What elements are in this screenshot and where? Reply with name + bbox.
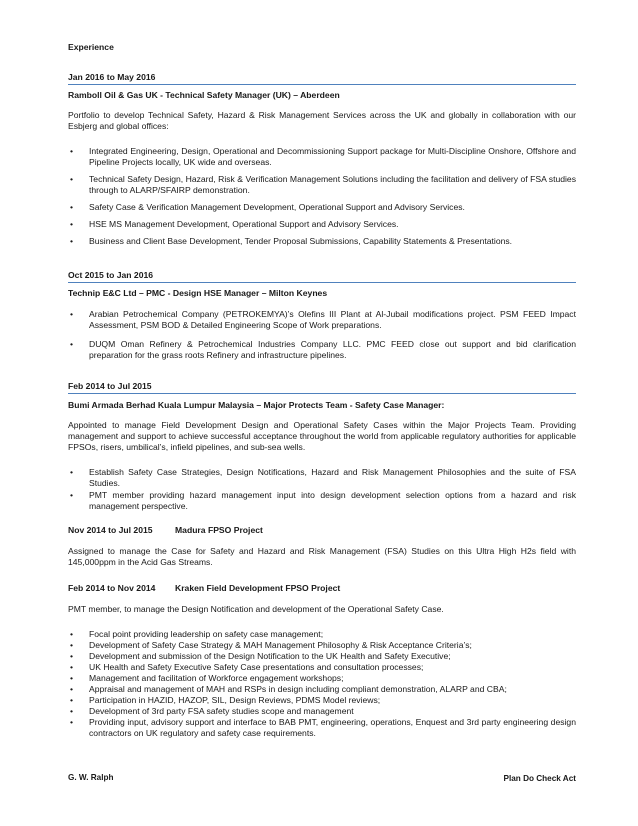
bullet-icon: • [70, 339, 74, 349]
bullet-text: Technical Safety Design, Hazard, Risk & Verification Management Solutions including the facilitation and delivery of FSA studies through to ALARP/SFAIRP demonstration. [89, 174, 576, 195]
bullet-text: Participation in HAZID, HAZOP, SIL, Design Reviews, PDMS Model reviews; [89, 695, 381, 705]
job-title: Bumi Armada Berhad Kuala Lumpur Malaysia – Major Protects Team - Safety Case Manager: [68, 400, 445, 410]
bullet-text: Establish Safety Case Strategies, Design Notifications, Hazard and Risk Management Philosophies and the suite of FSA Studies. [89, 467, 576, 488]
project-date: Feb 2014 to Nov 2014 [68, 583, 156, 593]
bullet-item [68, 651, 576, 662]
bullet-item [68, 236, 576, 247]
footer-author: G. W. Ralph [68, 773, 114, 782]
bullet-icon: • [70, 467, 74, 477]
bullet-text: Development and submission of the Design Notification to the UK Health and Safety Executive; [89, 651, 451, 661]
section-divider [68, 282, 576, 283]
project-description: Assigned to manage the Case for Safety and Hazard and Risk Management (FSA) Studies on this Ultra High H2s field with 145,000ppm in the Acid Gas Streams. [68, 546, 576, 567]
section-divider [68, 393, 576, 394]
bullet-text: PMT member providing hazard management input into design development selection options from a hazard and risk management perspective. [89, 490, 576, 511]
bullet-item [68, 174, 576, 196]
bullet-item [68, 490, 576, 512]
project-date: Nov 2014 to Jul 2015 [68, 525, 153, 535]
bullet-icon: • [70, 695, 74, 705]
bullet-icon: • [70, 174, 74, 184]
bullet-icon: • [70, 717, 74, 727]
project-description: PMT member, to manage the Design Notification and development of the Operational Safety Case. [68, 604, 444, 614]
bullet-text: Appraisal and management of MAH and RSPs in design including compliant demonstration, ALARP and CBA; [89, 684, 507, 694]
footer-motto: Plan Do Check Act [503, 774, 576, 783]
job-title: Ramboll Oil & Gas UK - Technical Safety Manager (UK) – Aberdeen [68, 90, 340, 100]
bullet-text: Development of Safety Case Strategy & MAH Management Philosophy & Risk Acceptance Criteria’s; [89, 640, 472, 650]
bullet-item [68, 684, 576, 695]
bullet-icon: • [70, 629, 74, 639]
bullet-item [68, 717, 576, 739]
job-intro: Portfolio to develop Technical Safety, Hazard & Risk Management Services across the UK and globally in collaboration with our Esbjerg and global offices: [68, 110, 576, 131]
bullet-text: HSE MS Management Development, Operational Support and Advisory Services. [89, 219, 399, 229]
bullet-text: Business and Client Base Development, Tender Proposal Submissions, Capability Statements & Presentations. [89, 236, 513, 246]
bullet-item [68, 146, 576, 168]
bullet-text: Arabian Petrochemical Company (PETROKEMYA)’s Olefins III Plant at Al-Jubail modifications project. PSM FEED Impact Assessment, PSM BOD & Detailed Engineering Scope of Work preparations. [89, 309, 576, 330]
bullet-icon: • [70, 219, 74, 229]
section-divider [68, 84, 576, 85]
bullet-text: UK Health and Safety Executive Safety Case presentations and consultation processes; [89, 662, 424, 672]
job-title: Technip E&C Ltd – PMC - Design HSE Manager – Milton Keynes [68, 288, 328, 298]
bullet-item [68, 629, 576, 640]
job-date: Feb 2014 to Jul 2015 [68, 381, 152, 391]
bullet-icon: • [70, 662, 74, 672]
bullet-item [68, 202, 576, 213]
bullet-item [68, 706, 576, 717]
project-header [68, 525, 263, 535]
bullet-item [68, 339, 576, 361]
bullet-item [68, 662, 576, 673]
project-bullet-list [68, 629, 576, 739]
bullet-icon: • [70, 640, 74, 650]
bullet-text: Providing input, advisory support and interface to BAB PMT, engineering, operations, Enquest and 3rd party engineering design contractors on UK regulatory and safety case requirements. [89, 717, 576, 738]
bullet-text: Safety Case & Verification Management Development, Operational Support and Advisory Services. [89, 202, 465, 212]
project-header [68, 583, 341, 593]
bullet-icon: • [70, 309, 74, 319]
project-name: Kraken Field Development FPSO Project [175, 583, 341, 593]
bullet-text: DUQM Oman Refinery & Petrochemical Industries Company LLC. PMC FEED close out support and bid clarification preparation for the grass roots Refinery and infrastructure pipelines. [89, 339, 576, 360]
bullet-text: Integrated Engineering, Design, Operational and Decommissioning Support package for Multi-Discipline Onshore, Offshore and Pipeline Projects locally, UK wide and overseas. [89, 146, 576, 167]
project-name: Madura FPSO Project [175, 525, 263, 535]
section-title: Experience [68, 42, 114, 52]
bullet-item [68, 673, 576, 684]
bullet-item [68, 695, 576, 706]
job-date: Jan 2016 to May 2016 [68, 72, 156, 82]
bullet-icon: • [70, 202, 74, 212]
bullet-icon: • [70, 684, 74, 694]
bullet-item [68, 309, 576, 331]
bullet-icon: • [70, 673, 74, 683]
bullet-text: Management and facilitation of Workforce engagement workshops; [89, 673, 344, 683]
job-bullet-list [68, 467, 576, 512]
bullet-icon: • [70, 706, 74, 716]
bullet-icon: • [70, 651, 74, 661]
job-bullet-list [68, 146, 576, 247]
bullet-icon: • [70, 146, 74, 156]
job-bullet-list [68, 309, 576, 361]
job-date: Oct 2015 to Jan 2016 [68, 270, 154, 280]
bullet-text: Focal point providing leadership on safety case management; [89, 629, 324, 639]
bullet-icon: • [70, 490, 74, 500]
bullet-icon: • [70, 236, 74, 246]
bullet-text: Development of 3rd party FSA safety studies scope and management [89, 706, 354, 716]
bullet-item [68, 219, 576, 230]
bullet-item [68, 467, 576, 489]
job-intro: Appointed to manage Field Development Design and Operational Safety Cases within the Major Projects Team. Providing management and support to achieve successful acceptance throughout the world from applicable regulatory authorities for applicable FPSOs, risers, umbilical’s, infield pipelines, and sub-sea wells. [68, 420, 576, 452]
bullet-item [68, 640, 576, 651]
